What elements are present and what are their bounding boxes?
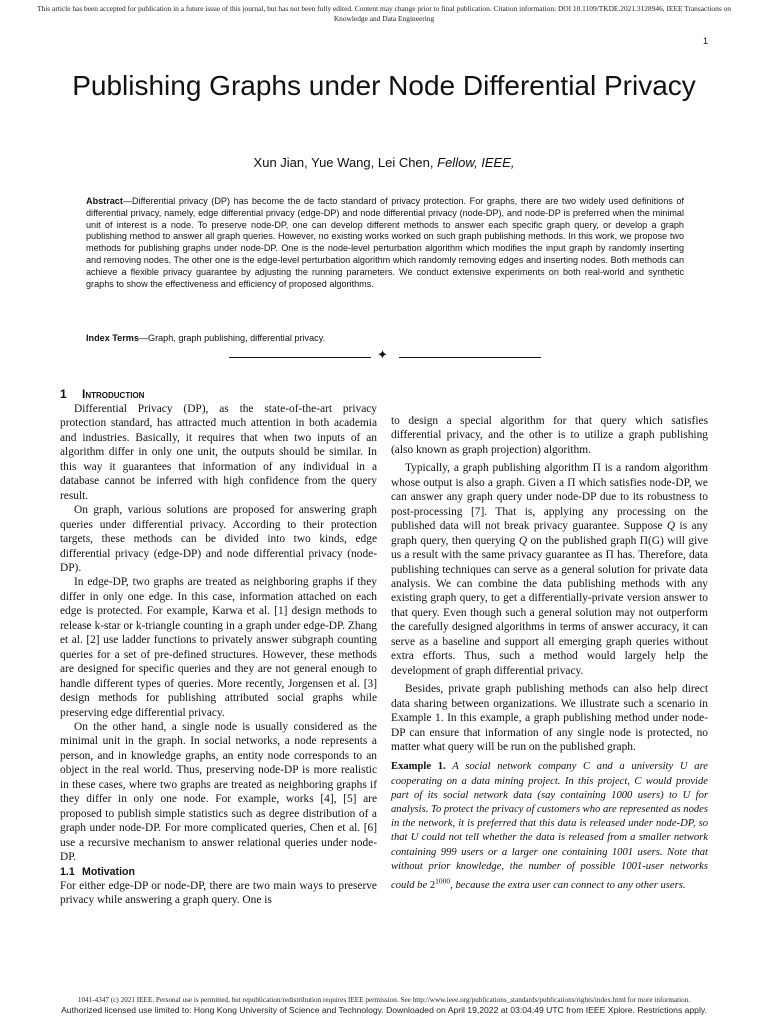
paragraph: For either edge-DP or node-DP, there are two main ways to preserve privacy while answering a graph query. One is	[60, 879, 377, 906]
divider-ornament-icon: ✦	[377, 348, 388, 363]
paragraph: to design a special algorithm for that query which satisfies differential privacy, and the other is to utilize a graph publishing (also known as graph projection) algorithm.	[391, 415, 708, 456]
abstract-text: —Differential privacy (DP) has become the de facto standard of privacy protection. For graphs, there are two widely used definitions of differential privacy, namely, edge differential privacy (edge-DP) and node differential privacy (node-DP), and node-DP is preferred when the minimal unit of interest is a node. To preserve node-DP, one can develop different methods to answer each specific graph query, or develop a graph publishing method to answer all graph queries. However, no existing works worked on such graph publishing methods. In this work, we propose two methods for publishing graphs under node-DP. One is the node-level perturbation algorithm which modifies the input graph by randomly inserting and removing nodes. The other one is the edge-level perturbation algorithm which randomly removing edges and inserting nodes. Both methods can achieve a flexible privacy guarantee by adjusting the running parameters. We conduct extensive experiments on both real-world and synthetic graphs to show the effectiveness and efficiency of proposed algorithms.	[86, 196, 684, 289]
section-title: Introduction	[82, 387, 145, 401]
column-left	[60, 386, 377, 907]
paragraph: Typically, a graph publishing algorithm Π is a random algorithm whose output is also a graph. Given a Π which satisfies node-DP, we can answer any graph query under node-DP due to its robustness to post-processing [7]. That is, applying any processing on the published data will not break privacy guarantee. Suppose Q is any graph query, then querying Q on the published graph Π(G) will give us a result with the same privacy guarantee as Π has. Therefore, data publishing techniques can serve as a general solution for private data analysis. We can combine the data publishing methods with any existing graph query, to get a differentially-private version answer to that query. Even though such a general solution may not outperform the carefully designed algorithms in terms of answer accuracy, it can serve as a baseline and support all emerging graph queries without extra efforts. Thus, such a method would largely help the development of graph differential privacy.	[391, 462, 708, 677]
abstract-label: Abstract	[86, 196, 123, 206]
math-pi: Π	[567, 476, 576, 489]
math-pi: Π	[592, 462, 601, 475]
math-pi: Π	[605, 549, 614, 562]
author-fellow: Fellow, IEEE,	[437, 155, 515, 170]
paragraph: On graph, various solutions are proposed for answering graph queries under differential privacy. According to their protection targets, these methods can be divided into two kinds, edge differential privacy (edge-DP) and node differential privacy (node-DP).	[60, 504, 377, 574]
copyright-footer: 1041-4347 (c) 2021 IEEE. Personal use is permitted, but republication/redistribution requires IEEE permission. See http://www.ieee.org/publications_standards/publications/rights/index.html for more information.	[77, 996, 691, 1004]
journal-notice: This article has been accepted for publication in a future issue of this journal, but has not been fully edited. Content may change prior to final publication. Citation information: DOI 10.1109/TKDE.2021.3128946, IEEE Transactions on Knowledge and Data Engineering	[37, 4, 731, 23]
index-terms-label: Index Terms	[86, 333, 139, 343]
example-block	[391, 760, 708, 892]
math-q: Q	[518, 534, 528, 547]
subsection-heading	[60, 865, 377, 879]
abstract	[86, 196, 684, 290]
column-right	[391, 414, 708, 893]
divider-line-right	[399, 357, 541, 358]
paragraph: On the other hand, a single node is usually considered as the minimal unit in the graph. In social networks, a node represents a person, and in knowledge graphs, an entity node corresponds to an object in the real world. Thus, preserving node-DP is more realistic in these cases, where two graphs are treated as neighboring graphs if they differ in only one node. For example, works [4], [5] are proposed to publish simple statistics such as degree distribution of a graph under node-DP. For more complicated queries, Chen et al. [6] use a recursive mechanism to answer relational queries under node-DP.	[60, 720, 377, 864]
math-q: Q	[666, 520, 676, 533]
section-heading	[60, 386, 377, 402]
subsection-title: Motivation	[82, 865, 135, 878]
index-terms-text: —Graph, graph publishing, differential privacy.	[138, 333, 326, 343]
page-number: 1	[702, 36, 708, 46]
section-number: 1	[60, 387, 67, 401]
example-text: A social network company C and a university U are cooperating on a data mining project. In this project, C would provide part of its social network data (say containing 1000 users) to U for analysis. To protect the privacy of customers who are represented as nodes in the network, it is preferred that this data is released under node-DP, so that U could not tell whether the data is released from a smaller network containing 999 users or a larger one containing 1001 users. Note that without prior knowledge, the number of possible 1001-user networks could be $2^{1000}$, because the extra user can connect to any other users.	[391, 761, 708, 891]
math-pi-g: Π(G)	[639, 534, 664, 547]
divider-line-left	[229, 357, 371, 358]
paragraph: Besides, private graph publishing methods can also help direct data sharing between organizations. We illustrate such a scenario in Example 1. In this example, a graph publishing method under node-DP can ensure that information of any single node is protected, no matter what query will be run on the published graph.	[391, 683, 708, 753]
example-label: Example 1.	[391, 761, 446, 773]
subsection-number: 1.1	[60, 865, 75, 878]
paragraph: In edge-DP, two graphs are treated as neighboring graphs if they differ in only one edge. In this case, information attached on each edge is protected. For example, Karwa et al. [1] design methods to release k-star or k-triangle counting in a graph under edge-DP. Zhang et al. [2] use ladder functions to privately answer subgraph counting queries for a set of pre-defined structures. However, these methods are designed for specific queries and they are not general enough to handle different types of queries. More recently, Jorgensen et al. [3] design methods for publishing attributed social graphs while preserving edge differential privacy.	[60, 576, 377, 719]
paper-title: Publishing Graphs under Node Differential Privacy	[72, 70, 696, 101]
author-line	[60, 155, 708, 170]
author-names: Xun Jian, Yue Wang, Lei Chen,	[253, 155, 434, 170]
index-terms	[86, 332, 684, 344]
license-footer: Authorized licensed use limited to: Hong Kong University of Science and Technology. Downloaded on April 19,2022 at 03:04:49 UTC from IEEE Xplore. Restrictions apply.	[61, 1005, 707, 1015]
paragraph: Differential Privacy (DP), as the state-of-the-art privacy protection standard, has attracted much attention in both academia and industries. Basically, it requires that when two inputs of an algorithm differ in only one unit, the outputs should be similar. In this way it guarantees that information of any individual in a database cannot be inferred with high confidence from the query result.	[60, 403, 377, 502]
section-divider	[229, 348, 541, 363]
